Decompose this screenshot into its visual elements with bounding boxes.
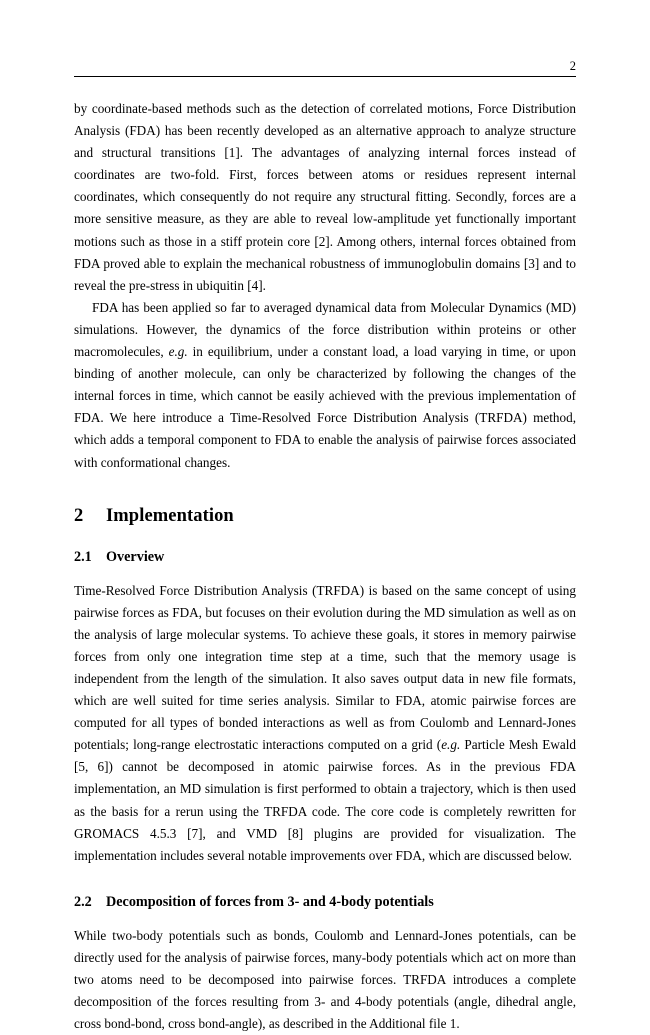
paragraph-intro-continued (74, 98, 576, 297)
running-header (74, 58, 576, 77)
subsection-heading-2-2 (74, 893, 576, 912)
page-content (74, 58, 576, 1035)
emphasis-exempli-gratia-1: e.g. (168, 344, 188, 360)
paragraph-intro-text: by coordinate-based methods such as the detection of correlated motions, Force Distribution Analysis (FDA) has been recently developed as an alternative approach to analyze structure and structural transitions [1]. The advantages of analyzing internal forces instead of coordinates are two-fold. First, forces between atoms or residues represent internal coordinates, which consequently do not require any structural fitting. Secondly, forces are a more sensitive measure, as they are able to reveal low-amplitude yet functionally important motions such as those in a stiff protein core [2]. Among others, internal forces obtained from FDA proved able to explain the mechanical robustness of immunoglobulin domains [3] and to reveal the pre-stress in ubiquitin [4]. (74, 101, 576, 293)
section-number: 2 (74, 505, 84, 526)
paragraph-overview-text-b: Particle Mesh Ewald [5, 6]) cannot be decomposed in atomic pairwise forces. As in the previous FDA implementation, an MD simulation is first performed to obtain a trajectory, which is then used as the basis for a rerun using the TRFDA code. The core code is completely rewritten for GROMACS 4.5.3 [7], and VMD [8] plugins are provided for visualization. The implementation includes several notable improvements over FDA, which are discussed below. (74, 737, 576, 863)
paragraph-fda-dynamics-text-a: FDA has been applied so far to averaged dynamical data from Molecular Dynamics (MD) simulations. However, the dynamics of the force distribution within proteins or other macromolecules, (74, 299, 576, 360)
emphasis-exempli-gratia-2: e.g. (441, 737, 461, 753)
paragraph-fda-dynamics-text-b: in equilibrium, under a constant load, a load varying in time, or upon binding of another molecule, can only be characterized by following the changes of the internal forces in time, which cannot be easily achieved with the previous implementation of FDA. We here introduce a Time-Resolved Force Distribution Analysis (TRFDA) method, which adds a temporal component to FDA to enable the analysis of pairwise forces associated with conformational changes. (74, 344, 576, 470)
subsection-number-2-2: 2.2 (74, 893, 92, 910)
paragraph-overview (74, 580, 576, 867)
subsection-title-2-2: Decomposition of forces from 3- and 4-body potentials (106, 893, 434, 910)
paragraph-fda-dynamics (74, 297, 576, 474)
paragraph-decomposition-text: While two-body potentials such as bonds, Coulomb and Lennard-Jones potentials, can be directly used for the analysis of pairwise forces, many-body potentials which act on more than two atoms need to be decomposed into pairwise forces. TRFDA introduces a complete decomposition of the forces resulting from 3- and 4-body potentials (angle, dihedral angle, cross bond-bond, cross bond-angle), as described in the Additional file 1. (74, 927, 576, 1032)
header-rule (74, 76, 576, 77)
paragraph-overview-text-a: Time-Resolved Force Distribution Analysis (TRFDA) is based on the same concept of using pairwise forces as FDA, but focuses on their evolution during the MD simulation as well as on the analysis of large molecular systems. To achieve these goals, it stores in memory pairwise forces from only one integration time step at a time, such that the memory usage is independent from the length of the simulation. It also saves output data in new file formats, which are well suited for time series analysis. Similar to FDA, atomic pairwise forces are computed for all types of bonded interactions as well as from Coulomb and Lennard-Jones potentials; long-range electrostatic interactions computed on a grid ( (74, 582, 576, 753)
subsection-title: Overview (106, 548, 165, 565)
section-title: Implementation (106, 505, 234, 526)
subsection-heading-2-1 (74, 548, 576, 567)
section-heading-2 (74, 504, 576, 528)
subsection-number: 2.1 (74, 548, 92, 565)
paragraph-decomposition (74, 925, 576, 1035)
page-number: 2 (569, 59, 576, 73)
